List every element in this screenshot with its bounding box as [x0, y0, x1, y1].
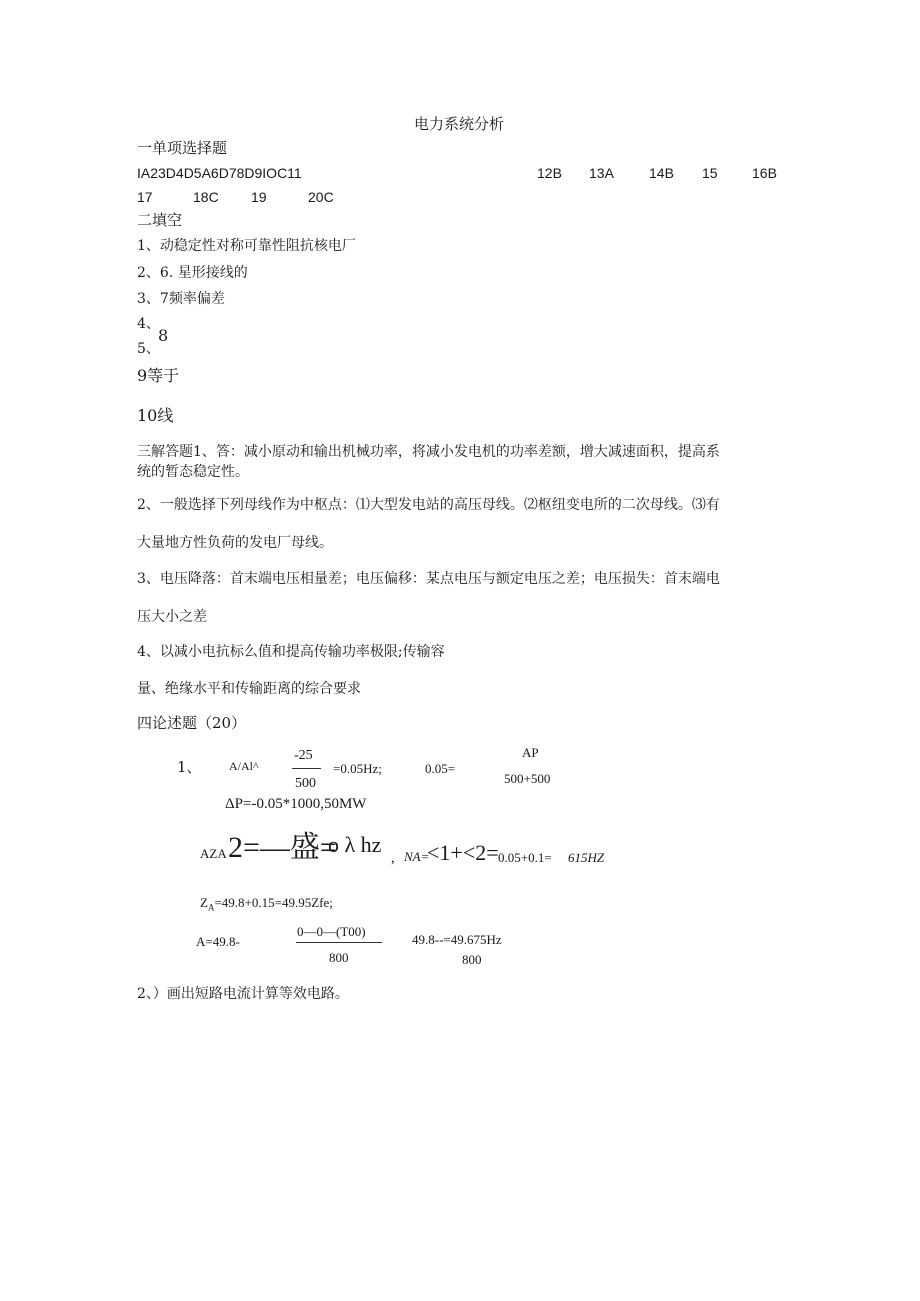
frac3-denominator: 800 [329, 950, 349, 965]
answer-15: 15 [702, 165, 718, 181]
answer-12: 12B [537, 165, 562, 181]
fill-text-2: 6. 星形接线的 [159, 265, 248, 281]
line5-denominator: 800 [462, 952, 482, 967]
fill-line-4 [137, 317, 160, 331]
q4-line-2: 量、绝缘水平和传输距离的综合要求 [137, 681, 361, 697]
fill-num-5: 5、 [137, 341, 160, 357]
za-prefix: Z [200, 895, 208, 910]
line3-big: 2=—盛= [228, 831, 337, 864]
fill-num-3: 3、 [137, 291, 160, 307]
sec4-q2: 2、）画出短路电流计算等效电路。 [137, 986, 349, 1002]
answer-20: 20C [308, 189, 334, 205]
line3-small: AZA [200, 846, 227, 861]
frac2-numerator: AP [522, 745, 539, 760]
sec4-q1-num: 1、 [177, 758, 202, 776]
line3-end: 0.05+0.1= [498, 850, 552, 865]
frac1-denominator: 500 [295, 776, 316, 791]
fill-num-4: 4、 [137, 316, 160, 332]
line5-lhs: A=49.8- [196, 934, 240, 949]
fill-text-3: 7频率偏差 [159, 291, 225, 307]
fill-line-3 [137, 292, 225, 306]
section2-heading: 二填空 [137, 211, 183, 229]
eq1-rest: =0.05Hz; [333, 761, 382, 776]
q2-line-1: 2、一般选择下列母线作为中枢点：⑴大型发电站的高压母线。⑵枢纽变电所的二次母线。⑶有 [137, 497, 720, 513]
section4-heading: 四论述题（20） [137, 714, 247, 732]
za-line [200, 896, 333, 913]
za-rest: =49.8+0.15=49.95Zfe; [214, 895, 333, 910]
za-sub: A [207, 902, 215, 913]
line3-end-italic: 615HZ [568, 850, 605, 865]
frac1-numerator: -25 [294, 748, 313, 763]
frac1-bar [292, 768, 321, 769]
q2-line-2: 大量地方性负荷的发电厂母线。 [137, 535, 333, 551]
answer-18: 18C [193, 189, 219, 205]
line5-mid: 49.8--=49.675Hz [412, 932, 502, 947]
frac3-numerator: 0—0—(T00) [297, 924, 366, 939]
fill-num-1: 1、 [137, 238, 160, 254]
line3-comma: , [391, 850, 395, 866]
line3-mid: o λ hz [328, 832, 382, 857]
q1-line-2: 统的暂态稳定性。 [137, 464, 249, 480]
answer-17: 17 [137, 189, 153, 205]
fill-line-10: 10线 [137, 406, 174, 425]
page-title: 电力系统分析 [414, 115, 505, 133]
line3-big2: <1+<2= [427, 840, 499, 865]
q3-line-2: 压大小之差 [137, 609, 207, 625]
q4-line-1: 4、以减小电抗标么值和提高传输功率极限;传输容 [137, 644, 445, 660]
fill-text-1: 动稳定性对称可靠性阻抗核电厂 [159, 238, 356, 254]
answer-13: 13A [589, 165, 614, 181]
formula-lhs: A/Al^ [229, 759, 259, 773]
frac3-bar [296, 942, 382, 943]
eq2-lhs: 0.05= [425, 761, 456, 776]
delta-p-line: ΔP=-0.05*1000,50MW [225, 796, 367, 812]
frac2-denominator: 500+500 [504, 771, 551, 786]
fill-8: 8 [158, 326, 169, 345]
fill-line-2 [137, 266, 248, 280]
q3-line-1: 3、电压降落：首末端电压相量差；电压偏移：某点电压与额定电压之差；电压损失：首末端电 [137, 571, 720, 587]
fill-line-9: 9等于 [137, 366, 180, 385]
section1-heading: 一单项选择题 [137, 139, 228, 157]
line3-na: NA= [404, 849, 430, 864]
fill-line-5 [137, 342, 160, 356]
answers-row1-left: IA23D4D5A6D78D9IOC11 [137, 165, 302, 181]
answer-19: 19 [251, 189, 267, 205]
fill-line-1 [137, 239, 356, 253]
fill-num-2: 2、 [137, 265, 160, 281]
answer-14: 14B [649, 165, 674, 181]
q1-line-1: 三解答题1、答：减小原动和输出机械功率，将减小发电机的功率差额，增大减速面积，提高系 [137, 444, 720, 460]
answer-16: 16B [752, 165, 777, 181]
